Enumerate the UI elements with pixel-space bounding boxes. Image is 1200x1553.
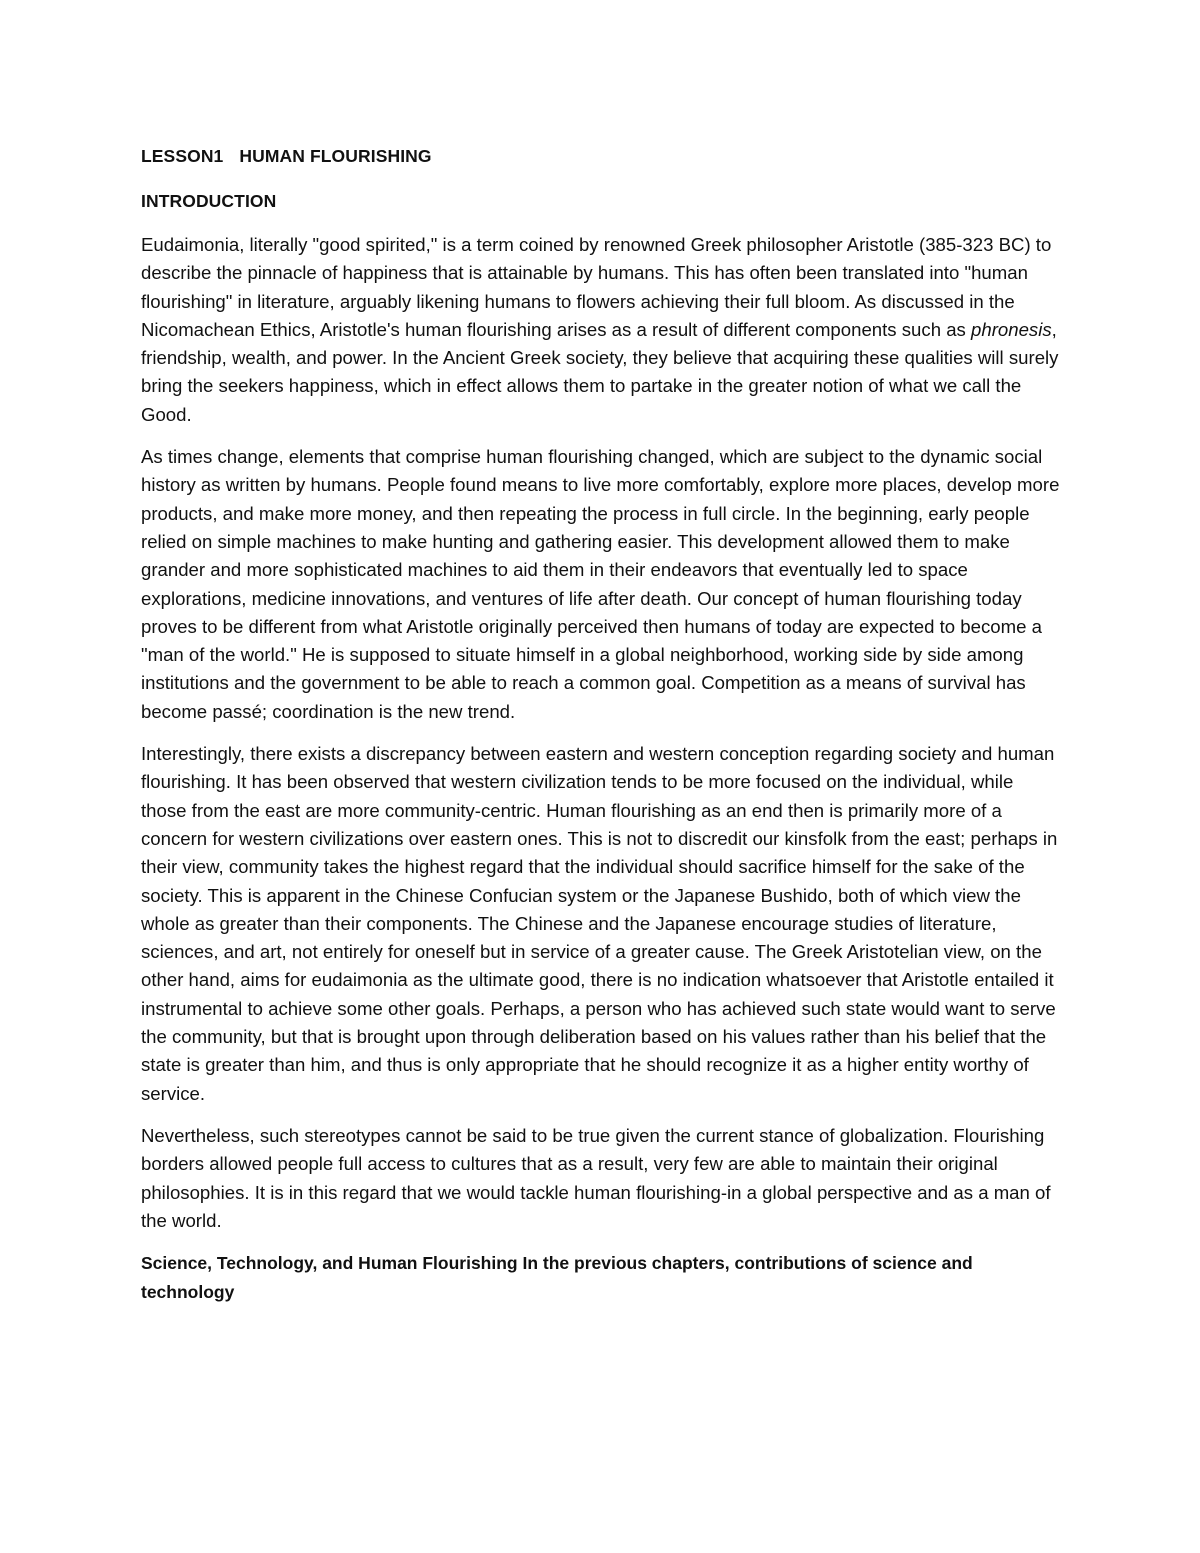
paragraph-4-text: Nevertheless, such stereotypes cannot be said to be true given the current stance of globalization. Flourishing borders allowed people full access to cultures that as a result, very few are able to maintain their original philosophies. It is in this regard that we would tackle human flourishing-in a global perspective and as a man of the world. bbox=[141, 1124, 1051, 1231]
paragraph-1-text-a: Eudaimonia, literally "good spirited," is a term coined by renowned Greek philosopher Aristotle (385-323 BC) to describe the pinnacle of happiness that is attainable by humans. This has often been translated into "human flourishing" in literature, arguably likening humans to flowers achieving their full bloom. As discussed in the Nicomachean Ethics, Aristotle's human flourishing arises as a result of different components such as bbox=[141, 234, 1052, 340]
paragraph-1-italic-term: phronesis bbox=[971, 318, 1052, 340]
paragraph-2-text: As times change, elements that comprise human flourishing changed, which are subject to the dynamic social history as written by humans. People found means to live more comfortably, explore more places, develop more products, and make more money, and then repeating the process in full circle. In the beginning, early people relied on simple machines to make hunting and gathering easier. This development allowed them to make grander and more sophisticated machines to aid them in their endeavors that eventually led to space explorations, medicine innovations, and ventures of life after death. Our concept of human flourishing today proves to be different from what Aristotle originally perceived then humans of today are expected to become a "man of the world." He is supposed to situate himself in a global neighborhood, working side by side among institutions and the government to be able to reach a common goal. Competition as a means of survival has become passé; coordination is the new trend. bbox=[141, 446, 1060, 722]
lesson-number: LESSON1 bbox=[141, 146, 224, 166]
paragraph-1-text-b: , friendship, wealth, and power. In the Ancient Greek society, they believe that acquiring these qualities will surely bring the seekers happiness, which in effect allows them to partake in the greater notion of what we call the Good. bbox=[141, 318, 1059, 425]
paragraph-2 bbox=[141, 443, 1061, 726]
paragraph-3 bbox=[141, 740, 1061, 1108]
paragraph-4 bbox=[141, 1122, 1061, 1235]
lesson-title: HUMAN FLOURISHING bbox=[239, 146, 432, 166]
section-heading: INTRODUCTION bbox=[141, 190, 277, 211]
document-body bbox=[141, 142, 1061, 1306]
paragraph-1 bbox=[141, 231, 1061, 429]
lesson-heading bbox=[141, 142, 1061, 171]
paragraph-3-text: Interestingly, there exists a discrepancy between eastern and western conception regarding society and human flourishing. It has been observed that western civilization tends to be more focused on the individual, while those from the east are more community-centric. Human flourishing as an end then is primarily more of a concern for western civilizations over eastern ones. This is not to discredit our kinsfolk from the east; perhaps in their view, community takes the highest regard that the individual should sacrifice himself for the sake of the society. This is apparent in the Chinese Confucian system or the Japanese Bushido, both of which view the whole as greater than their components. The Chinese and the Japanese encourage studies of literature, sciences, and art, not entirely for oneself but in service of a greater cause. The Greek Aristotelian view, on the other hand, aims for eudaimonia as the ultimate good, there is no indication whatsoever that Aristotle entailed it instrumental to achieve some other goals. Perhaps, a person who has achieved such state would want to serve the community, but that is brought upon through deliberation based on his values rather than his belief that the state is greater than him, and thus is only appropriate that he should recognize it as a higher entity worthy of service. bbox=[141, 743, 1058, 1104]
subsection-heading: Science, Technology, and Human Flourishing In the previous chapters, contributions of science and technology bbox=[141, 1253, 973, 1302]
paragraph-intro bbox=[141, 231, 1061, 429]
